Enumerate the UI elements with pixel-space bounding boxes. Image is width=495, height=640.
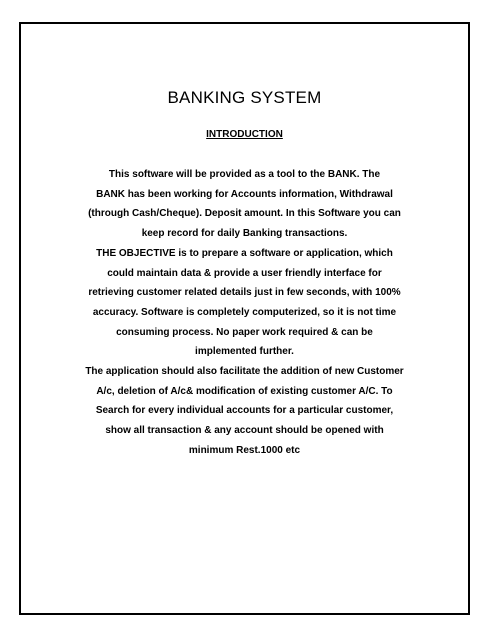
body-text <box>25 165 464 461</box>
body-line: THE OBJECTIVE is to prepare a software or application, which <box>96 247 393 259</box>
body-line: consuming process. No paper work required & can be <box>116 326 373 338</box>
document-title: BANKING SYSTEM <box>167 88 322 107</box>
body-line: show all transaction & any account should be opened with <box>105 425 384 437</box>
body-line: A/c, deletion of A/c& modification of existing customer A/C. To <box>96 385 393 397</box>
section-heading: INTRODUCTION <box>206 129 283 140</box>
body-line: minimum Rest.1000 etc <box>188 444 301 456</box>
body-line: (through Cash/Cheque). Deposit amount. In this Software you can <box>88 208 401 220</box>
body-line: implemented further. <box>195 346 294 358</box>
body-line: could maintain data & provide a user friendly interface for <box>107 267 382 279</box>
body-line: Search for every individual accounts for a particular customer, <box>95 405 394 417</box>
body-line: accuracy. Software is completely computerized, so it is not time <box>92 306 397 318</box>
body-line: keep record for daily Banking transactions. <box>141 228 348 240</box>
body-line: BANK has been working for Accounts information, Withdrawal <box>96 188 393 200</box>
body-line: This software will be provided as a tool to the BANK. The <box>108 169 381 180</box>
body-line: retrieving customer related details just in few seconds, with 100% <box>88 287 401 299</box>
body-line: The application should also facilitate the addition of new Customer <box>85 366 404 378</box>
page-frame <box>19 22 470 615</box>
